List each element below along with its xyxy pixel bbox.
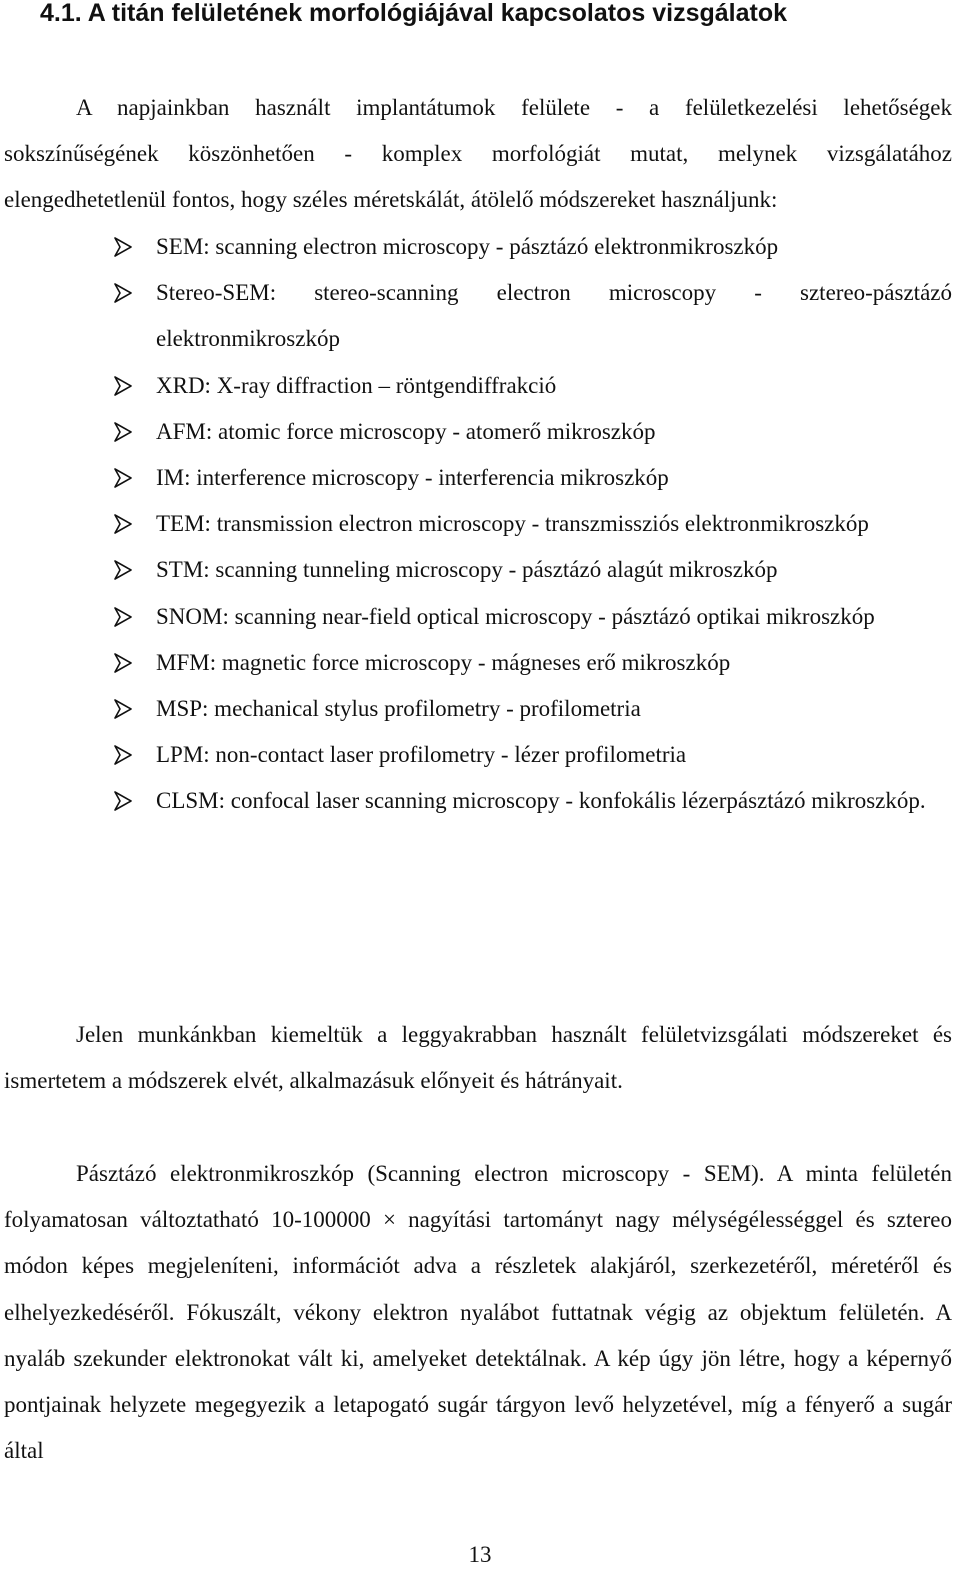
list-item xyxy=(112,778,952,824)
arrowhead-bullet-icon xyxy=(112,606,134,628)
list-item-text: MFM: magnetic force microscopy - mágneses erő mikroszkóp xyxy=(156,649,731,675)
list-item xyxy=(112,594,952,640)
list-item xyxy=(112,455,952,501)
arrowhead-bullet-icon xyxy=(112,652,134,674)
list-item xyxy=(112,501,952,547)
list-item-text: Stereo-SEM: stereo-scanning electron microscopy - sztereo-pásztázó elektronmikroszkóp xyxy=(156,280,952,352)
intro-paragraph: A napjainkban használt implantátumok felülete - a felületkezelési lehetőségek sokszínűségének köszönhetően - komplex morfológiát mutat, melynek vizsgálatához elengedhetetlenül fontos, hogy széles méretskálát, átölelő módszereket használjunk: xyxy=(4,95,952,213)
list-item xyxy=(112,224,952,270)
list-item xyxy=(112,640,952,686)
summary-paragraph: Jelen munkánkban kiemeltük a leggyakrabban használt felületvizsgálati módszereket és ismertetem a módszerek elvét, alkalmazásuk előnyeit és hátrányait. xyxy=(4,1022,952,1094)
arrowhead-bullet-icon xyxy=(112,790,134,812)
list-item xyxy=(112,270,952,362)
sem-paragraph: Pásztázó elektronmikroszkóp (Scanning electron microscopy - SEM). A minta felületén folyamatosan változtatható 10-100000 × nagyítási tartományt nagy mélységélességgel és sztereo módon képes megjeleníteni, információt adva a részletek alakjáról, szerkezetéről, méretéről és elhelyezkedéséről. Fókuszált, vékony elektron nyalábot futtatnak végig az objektum felületén. A nyaláb szekunder elektronokat vált ki, amelyeket detektálnak. A kép úgy jön létre, hogy a képernyő pontjainak helyzete megegyezik a letapogató sugár tárgyon levő helyzetével, míg a fényerő a sugár által xyxy=(4,1161,952,1464)
arrowhead-bullet-icon xyxy=(112,282,134,304)
list-item-text: LPM: non-contact laser profilometry - lézer profilometria xyxy=(156,742,687,768)
section-heading: 4.1. A titán felületének morfológiájával kapcsolatos vizsgálatok xyxy=(40,0,787,27)
methods-list xyxy=(112,224,952,825)
list-item-text: XRD: X-ray diffraction – röntgendiffrakció xyxy=(156,372,557,398)
list-item xyxy=(112,686,952,732)
list-item-text: SEM: scanning electron microscopy - pásztázó elektronmikroszkóp xyxy=(156,234,779,259)
page-number: 13 xyxy=(468,1542,492,1567)
list-item-text: MSP: mechanical stylus profilometry - profilometria xyxy=(156,696,641,722)
list-item xyxy=(112,409,952,455)
list-item-text: STM: scanning tunneling microscopy - pásztázó alagút mikroszkóp xyxy=(156,557,778,583)
arrowhead-bullet-icon xyxy=(112,559,134,581)
arrowhead-bullet-icon xyxy=(112,744,134,766)
arrowhead-bullet-icon xyxy=(112,236,134,258)
arrowhead-bullet-icon xyxy=(112,698,134,720)
arrowhead-bullet-icon xyxy=(112,421,134,443)
list-item xyxy=(112,547,952,593)
list-item xyxy=(112,363,952,409)
list-item-text: TEM: transmission electron microscopy - transzmissziós elektronmikroszkóp xyxy=(156,511,869,537)
list-item-text: IM: interference microscopy - interferencia mikroszkóp xyxy=(156,465,669,491)
list-item-text: SNOM: scanning near-field optical microscopy - pásztázó optikai mikroszkóp xyxy=(156,603,875,629)
arrowhead-bullet-icon xyxy=(112,467,134,489)
list-item-text: AFM: atomic force microscopy - atomerő mikroszkóp xyxy=(156,418,656,444)
arrowhead-bullet-icon xyxy=(112,375,134,397)
arrowhead-bullet-icon xyxy=(112,513,134,535)
list-item xyxy=(112,732,952,778)
list-item-text: CLSM: confocal laser scanning microscopy - konfokális lézerpásztázó mikroszkóp. xyxy=(156,788,926,814)
